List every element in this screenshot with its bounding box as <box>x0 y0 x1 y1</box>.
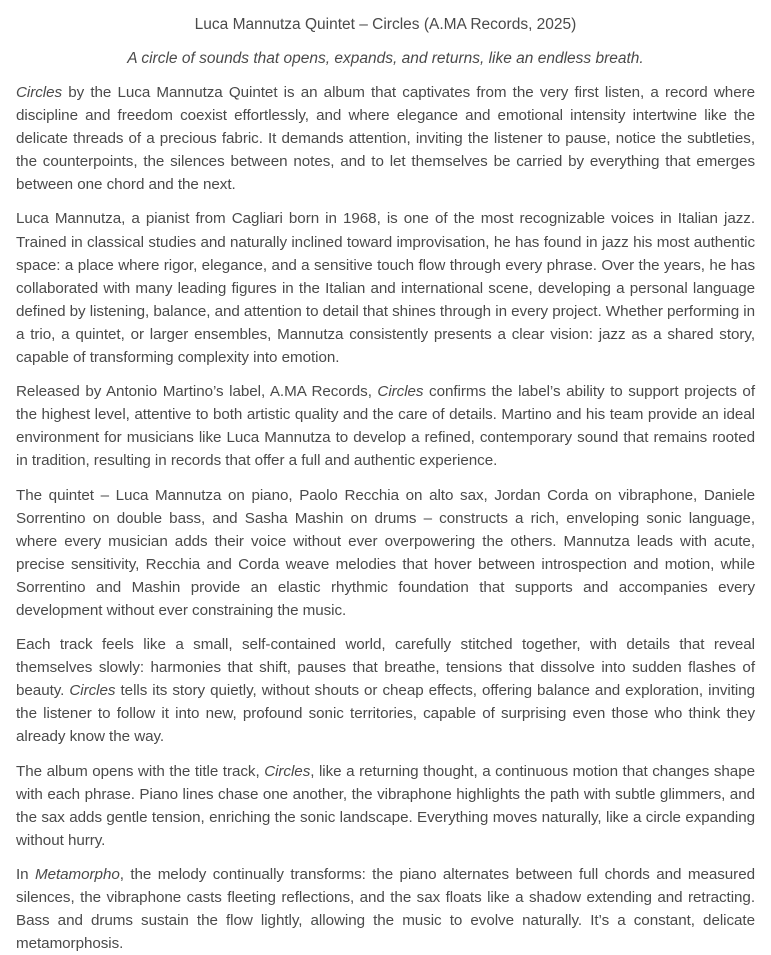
paragraph-text: , the melody continually transforms: the piano alternates between full chords and measured silences, the vibraphone casts fleeting reflections, and the sax floats like a shadow extending and retracting. Bass and drums sustain the flow lightly, allowing the music to evolve naturally. It’s a constant, delicate metamorphosis. <box>16 865 755 953</box>
paragraph-text: , like a returning thought, a continuous motion that changes shape with each phrase. Piano lines chase one another, the vibraphone highlights the path with subtle glimmers, and the sax adds gentle tension, enriching the sonic landscape. Everything moves naturally, like a circle expanding without hurry. <box>16 762 755 849</box>
track-title-italic: Circles <box>264 762 311 780</box>
album-title-italic: Circles <box>69 682 116 700</box>
paragraph-title-track <box>16 760 755 852</box>
paragraph-text: by the Luca Mannutza Quintet is an album that captivates from the very first listen, a record where discipline and freedom coexist effortlessly, and where elegance and emotional intensity intertwine like the delicate threads of a precious fabric. It demands attention, inviting the listener to pause, notice the subtleties, the counterpoints, the silences between notes, and to let themselves be carried by everything that emerges between one chord and the next. <box>16 84 755 194</box>
paragraph-text: In <box>16 865 35 883</box>
track-title-italic: Metamorpho <box>34 865 120 883</box>
article-title: Luca Mannutza Quintet – Circles (A.MA Records, 2025) <box>194 16 577 33</box>
paragraph-tracks <box>16 633 755 748</box>
paragraph-quintet: The quintet – Luca Mannutza on piano, Paolo Recchia on alto sax, Jordan Corda on vibraphone, Daniele Sorrentino on double bass, and Sasha Mashin on drums – constructs a rich, enveloping sonic language, where every musician adds their voice without ever overpowering the others. Mannutza leads with acute, precise sensitivity, Recchia and Corda weave melodies that hover between introspection and motion, while Sorrentino and Mashin provide an elastic rhythmic foundation that supports and accompanies every development without ever constraining the music. <box>16 486 755 619</box>
paragraph-label <box>16 380 755 472</box>
paragraph-biography: Luca Mannutza, a pianist from Cagliari born in 1968, is one of the most recognizable voices in Italian jazz. Trained in classical studies and naturally inclined toward improvisation, he has found in jazz his most authentic space: a place where rigor, elegance, and a sensitive touch flow through every phrase. Over the years, he has collaborated with many leading figures in the Italian and international scene, developing a personal language defined by listening, balance, and attention to detail that shines through in every project. Whether performing in a trio, a quintet, or larger ensembles, Mannutza consistently presents a clear vision: jazz as a shared story, capable of transforming complexity into emotion. <box>16 210 755 367</box>
album-title-italic: Circles <box>377 383 424 401</box>
paragraph-text: The album opens with the title track, <box>16 762 265 780</box>
article <box>0 15 771 955</box>
paragraph-metamorpho <box>16 863 755 955</box>
paragraph-text: tells its story quietly, without shouts or cheap effects, offering balance and exploration, inviting the listener to follow it into new, profound sonic territories, capable of surprising even those who think they already know the way. <box>16 682 755 746</box>
paragraph-text: Released by Antonio Martino’s label, A.MA Records, <box>16 383 378 401</box>
paragraph-text: confirms the label’s ability to support projects of the highest level, attentive to both artistic quality and the care of details. Martino and his team provide an ideal environment for musicians like Luca Mannutza to develop a refined, contemporary sound that remains rooted in tradition, resulting in records that offer a full and authentic experience. <box>16 383 755 470</box>
article-subtitle: A circle of sounds that opens, expands, and returns, like an endless breath. <box>127 50 644 67</box>
paragraph-intro <box>16 81 755 196</box>
paragraph-text: Each track feels like a small, self-contained world, carefully stitched together, with details that reveal themselves slowly: harmonies that shift, pauses that breathe, tensions that dissolve into sudden flashes of beauty. <box>16 636 755 700</box>
album-title-italic: Circles <box>16 84 63 101</box>
